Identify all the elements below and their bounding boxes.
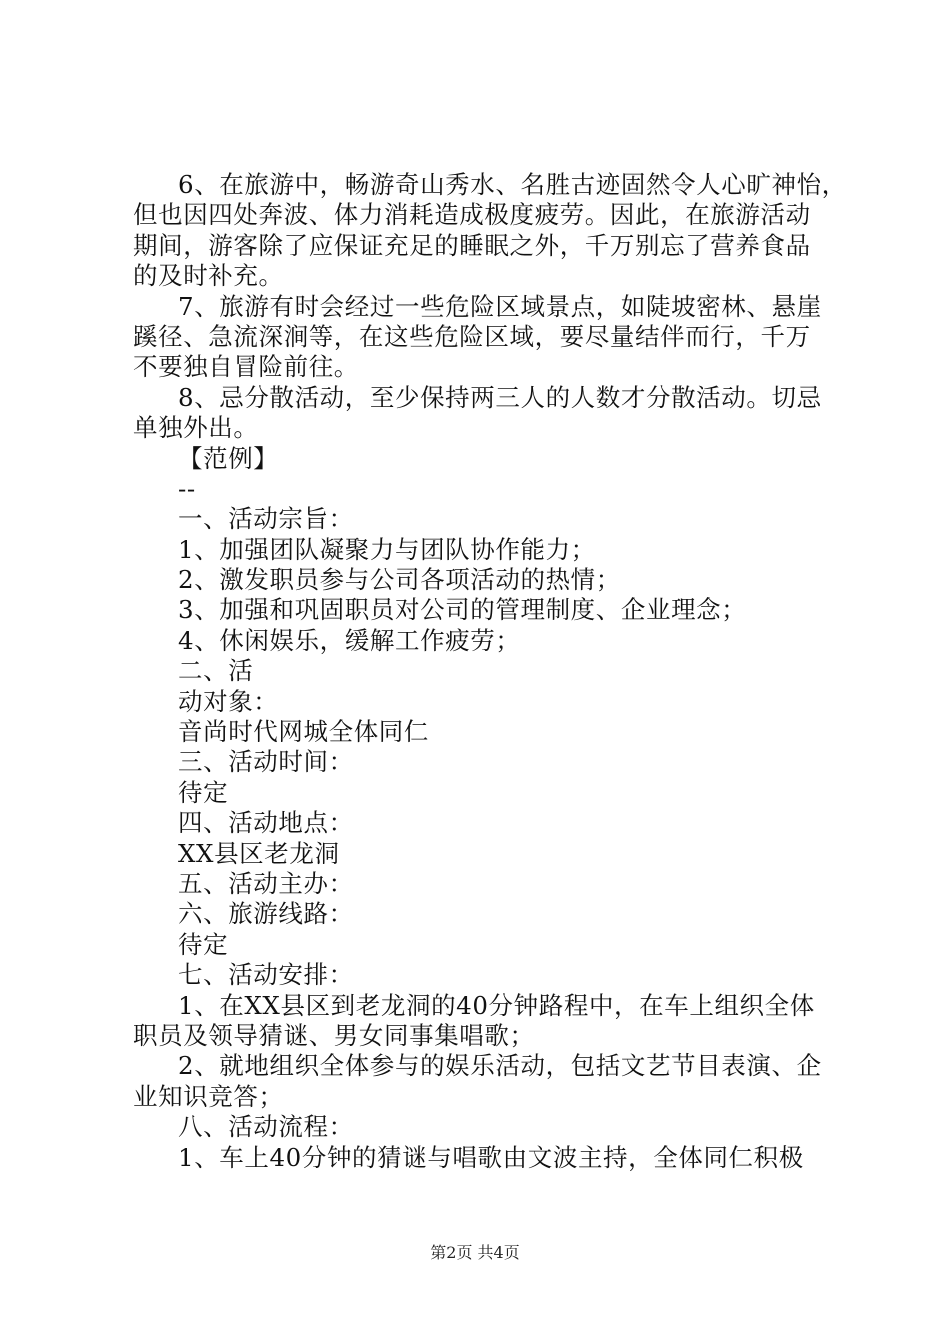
text-line: 6、在旅游中，畅游奇山秀水、名胜古迹固然令人心旷神怡，: [178, 170, 847, 199]
text-line: 四、活动地点：: [178, 808, 354, 838]
text-line: 七、活动安排：: [178, 960, 354, 990]
text-line: 但也因四处奔波、体力消耗造成极度疲劳。因此，在旅游活动: [133, 200, 811, 230]
text-line: 一、活动宗旨：: [178, 504, 354, 534]
text-line: XX县区老龙洞: [178, 838, 340, 868]
text-line: 8、忌分散活动，至少保持两三人的人数才分散活动。切忌: [178, 382, 822, 412]
text-line: 单独外出。: [133, 413, 259, 443]
text-line: 职员及领导猜谜、男女同事集唱歌；: [133, 1020, 535, 1050]
document-body: [133, 170, 847, 1173]
text-line: 六、旅游线路：: [178, 899, 354, 929]
text-line: 2、激发职员参与公司各项活动的热情；: [178, 565, 621, 595]
text-line: 7、旅游有时会经过一些危险区域景点，如陡坡密林、悬崖: [178, 291, 822, 321]
text-line: 二、活: [178, 656, 254, 686]
text-line: 不要独自冒险前往。: [133, 352, 359, 382]
text-line: 待定: [178, 777, 229, 807]
text-line: 【范例】: [178, 443, 279, 473]
text-line: 2、就地组织全体参与的娱乐活动，包括文艺节目表演、企: [178, 1051, 822, 1081]
text-line: 音尚时代网城全体同仁: [178, 717, 429, 747]
page-footer: 第2页 共4页: [430, 1243, 520, 1262]
text-line: 的及时补充。: [133, 261, 284, 291]
text-line: 三、活动时间：: [178, 747, 354, 777]
text-line: 八、活动流程：: [178, 1112, 354, 1142]
text-line: 1、在XX县区到老龙洞的40分钟路程中，在车上组织全体: [178, 990, 815, 1020]
text-line: 1、车上40分钟的猜谜与唱歌由文波主持，全体同仁积极: [178, 1142, 804, 1172]
text-line: 1、加强团队凝聚力与团队协作能力；: [178, 534, 596, 564]
text-line: 蹊径、急流深涧等，在这些危险区域，要尽量结伴而行，千万: [133, 321, 811, 351]
text-line: --: [178, 473, 196, 503]
text-line: 待定: [178, 929, 229, 959]
text-line: 动对象：: [178, 686, 279, 716]
text-line: 4、休闲娱乐，缓解工作疲劳；: [178, 625, 521, 655]
text-line: 3、加强和巩固职员对公司的管理制度、企业理念；: [178, 595, 747, 625]
text-line: 五、活动主办：: [178, 868, 354, 898]
text-line: 业知识竞答；: [133, 1081, 284, 1111]
text-line: 期间，游客除了应保证充足的睡眠之外，千万别忘了营养食品: [133, 230, 811, 260]
